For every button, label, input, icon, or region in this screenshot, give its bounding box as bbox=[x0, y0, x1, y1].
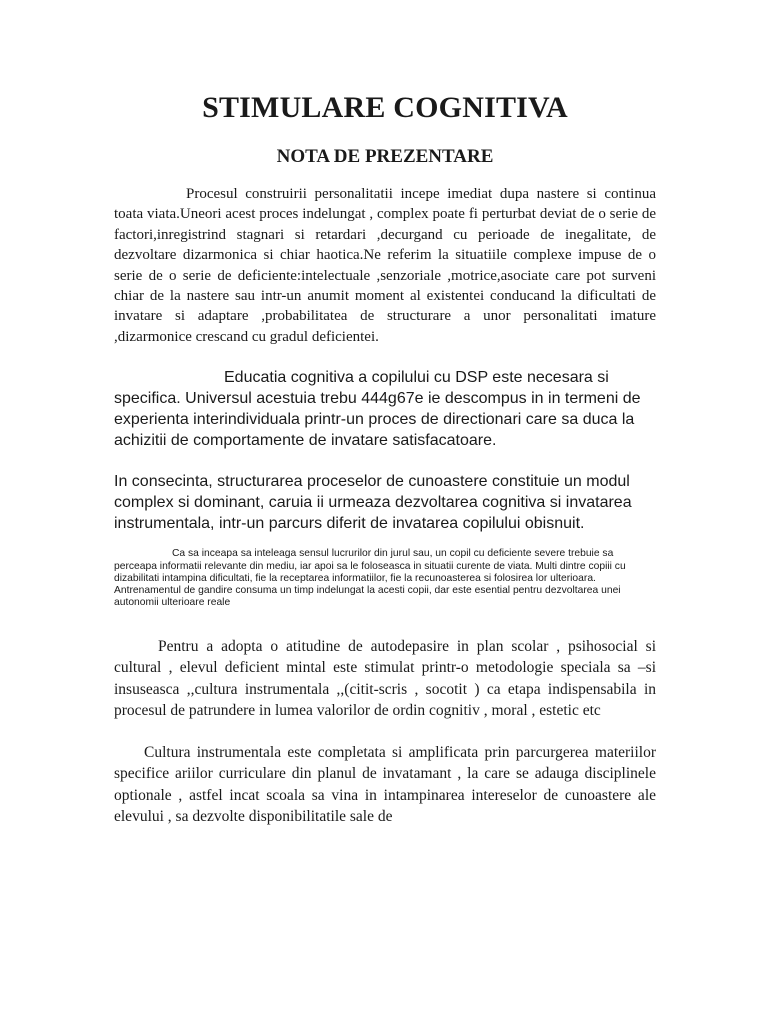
paragraph-small-note: Ca sa inceapa sa inteleaga sensul lucrurilor din jurul sau, un copil cu deficiente severe trebuie sa perceapa informatii relevante din mediu, iar apoi sa le foloseasca in situatii curente de viata. Multi dintre copiii cu dizabilitati intampina dificultati, fie la receptarea informatiilor, fie la recunoasterea si folosirea lor ulterioara. Antrenamentul de gandire consuma un timp indelungat la acesti copii, dar este esential pentru dezvoltarea unei autonomii ulterioare reale bbox=[114, 548, 626, 609]
paragraph-intro: Procesul construirii personalitatii incepe imediat dupa nastere si continua toata viata.Uneori acest proces indelungat , complex poate fi perturbat deviat de o serie de factori,inregistrind stagnari si retardari ,decurgand cu perioade de inegalitate, de dezvoltare dizarmonica si chiar haotica.Ne referim la situatiile complexe impuse de o serie de o serie de deficiente:intelectuale ,senzoriale ,motrice,asociate care pot surveni chiar de la nastere sau intr-un anumit moment al existentei conducand la dificultati de invatare si adaptare ,probabilitatea de structurare a unor personalitati imature ,dizarmonice crescand cu gradul deficientei. bbox=[114, 186, 656, 345]
paragraph-self-overcoming: Pentru a adopta o atitudine de autodepasire in plan scolar , psihosocial si cultural , elevul deficient mintal este stimulat printr-o metodologie speciala sa –si insuseasca ,,cultura instrumentala ,,(citit-scris , socotit ) ca etapa indispensabila in procesul de patrundere in lumea valorilor de ordin cognitiv , moral , estetic etc bbox=[114, 637, 656, 720]
document-title: STIMULARE COGNITIVA bbox=[202, 91, 568, 124]
document-subtitle: NOTA DE PREZENTARE bbox=[276, 146, 494, 167]
paragraph-consequence: In consecinta, structurarea proceselor de cunoastere constituie un modul complex si dominant, caruia ii urmeaza dezvoltarea cognitiva si invatarea instrumentala, intr-un parcurs diferit de invatarea copilului obisnuit. bbox=[114, 473, 632, 533]
paragraph-cognitive-education: Educatia cognitiva a copilului cu DSP este necesara si specifica. Universul acestuia trebu 444g67e ie descompus in in termeni de experienta interindividuala printr-un proces de directionari care sa duca la achizitii de comportamente de invatare satisfacatoare. bbox=[114, 369, 641, 450]
paragraph-instrumental-culture: Cultura instrumentala este completata si amplificata prin parcurgerea materiilor specifice ariilor curriculare din planul de invatamant , la care se adauga disciplinele optionale , astfel incat scoala sa vina in intampinarea intereselor de cunoastere ale elevului , sa dezvolte disponibilitatile sale de bbox=[114, 743, 656, 826]
